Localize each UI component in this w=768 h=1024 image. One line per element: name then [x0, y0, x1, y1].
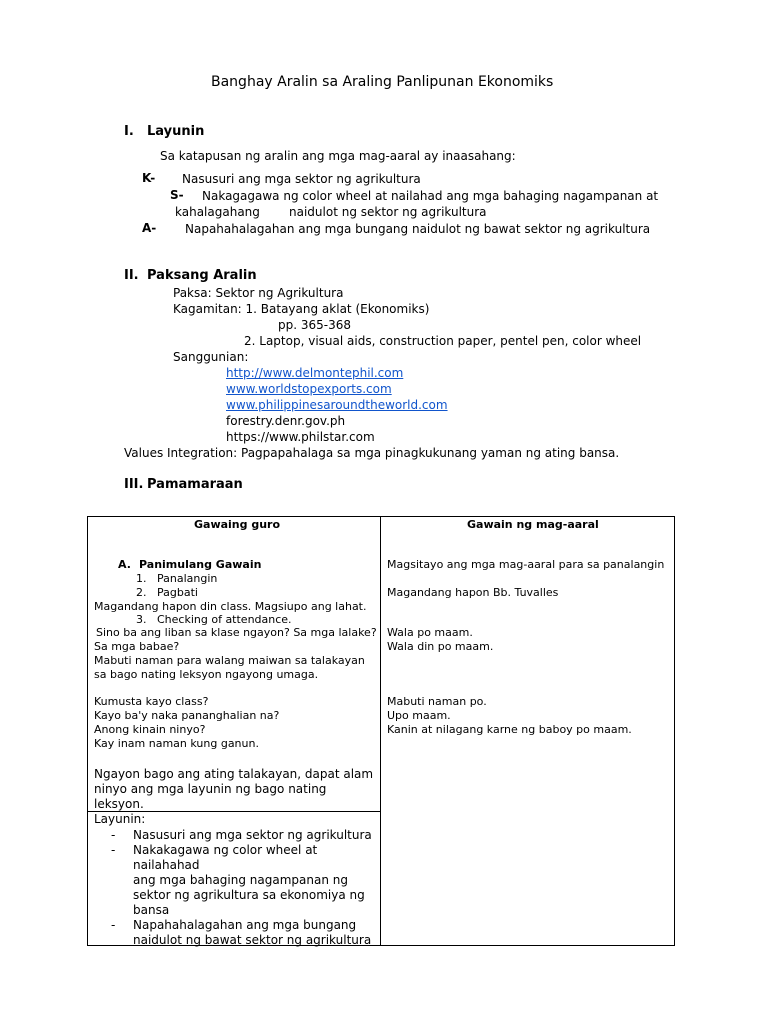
item-2-number: 2.: [136, 586, 147, 599]
bullet-dash: -: [111, 843, 116, 857]
objective-bullet-3-line2: naidulot ng bawat sektor ng agrikultura: [133, 933, 372, 947]
teacher-line: sa bago nating leksyon ngayong umaga.: [94, 668, 319, 681]
reference-philstar: https://www.philstar.com: [226, 430, 375, 444]
teacher-line: Mabuti naman para walang maiwan sa talakayan: [94, 654, 365, 667]
objective-bullet-2-line4: sektor ng agrikultura sa ekonomiya ng: [133, 888, 365, 902]
reference-link-delmonte[interactable]: http://www.delmontephil.com: [226, 366, 404, 380]
section-3-heading: Pamamaraan: [147, 477, 243, 492]
student-response: Kanin at nilagang karne ng baboy po maam.: [387, 723, 632, 736]
col-header-student: Gawain ng mag-aaral: [467, 518, 599, 531]
objective-bullet-1: Nasusuri ang mga sektor ng agrikultura: [133, 828, 372, 842]
item-1-text: Panalangin: [157, 572, 218, 585]
teacher-line: Kayo ba'y naka pananghalian na?: [94, 709, 280, 722]
a-label: A-: [142, 221, 157, 235]
s-objective-line2a: kahalagahang: [175, 205, 260, 219]
bullet-dash: -: [111, 918, 116, 932]
teacher-line: Anong kinain ninyo?: [94, 723, 206, 736]
k-objective: Nasusuri ang mga sektor ng agrikultura: [182, 172, 421, 186]
teacher-line: Kay inam naman kung ganun.: [94, 737, 259, 750]
objective-bullet-3-line1: Napahahalagahan ang mga bungang: [133, 918, 357, 932]
objective-bullet-2-line1: Nakakagawa ng color wheel at: [133, 843, 318, 857]
item-3-text: Checking of attendance.: [157, 613, 292, 626]
k-label: K-: [142, 171, 156, 185]
objective-bullet-2-line5: bansa: [133, 903, 170, 917]
reference-link-worldstopexports[interactable]: www.worldstopexports.com: [226, 382, 392, 396]
kagamitan-1: Kagamitan: 1. Batayang aklat (Ekonomiks): [173, 302, 430, 316]
section-2-number: II.: [124, 268, 139, 283]
student-response: Wala din po maam.: [387, 640, 494, 653]
values-integration: Values Integration: Pagpapahalaga sa mga pinagkukunang yaman ng ating bansa.: [124, 446, 620, 460]
table-column-divider: [380, 516, 381, 946]
objective-bullet-2-line2: nailahahad: [133, 858, 200, 872]
reference-forestry: forestry.denr.gov.ph: [226, 414, 346, 428]
col-header-teacher: Gawaing guro: [194, 518, 281, 531]
teacher-line: Ngayon bago ang ating talakayan, dapat alam: [94, 767, 374, 781]
student-response: Magsitayo ang mga mag-aaral para sa panalangin: [387, 558, 665, 571]
section-2-heading: Paksang Aralin: [147, 268, 257, 283]
kagamitan-2: 2. Laptop, visual aids, construction paper, pentel pen, color wheel: [244, 334, 642, 348]
s-objective-line1: Nakagagawa ng color wheel at nailahad ang mga bahaging nagampanan at: [202, 189, 659, 203]
teacher-line: leksyon.: [94, 797, 144, 811]
student-response: Wala po maam.: [387, 626, 473, 639]
item-2-text: Pagbati: [157, 586, 198, 599]
page-title: Banghay Aralin sa Araling Panlipunan Ekonomiks: [211, 74, 554, 90]
part-a-heading: Panimulang Gawain: [139, 558, 262, 571]
objective-bullet-2-line3: ang mga bahaging nagampanan ng: [133, 873, 348, 887]
s-objective-line2b: naidulot ng sektor ng agrikultura: [289, 205, 487, 219]
sanggunian-label: Sanggunian:: [173, 350, 249, 364]
student-response: Upo maam.: [387, 709, 451, 722]
objectives-intro: Sa katapusan ng aralin ang mga mag-aaral ay inaasahang:: [160, 149, 516, 163]
item-3-number: 3.: [136, 613, 147, 626]
teacher-line: Sa mga babae?: [94, 640, 180, 653]
teacher-line: ninyo ang mga layunin ng bago nating: [94, 782, 327, 796]
part-a-label: A.: [118, 558, 131, 571]
s-label: S-: [170, 188, 184, 202]
item-1-number: 1.: [136, 572, 147, 585]
teacher-line: Magandang hapon din class. Magsiupo ang lahat.: [94, 600, 367, 613]
layunin-label: Layunin:: [94, 812, 146, 826]
section-1-heading: Layunin: [147, 124, 205, 139]
section-1-number: I.: [124, 124, 134, 139]
student-response: Magandang hapon Bb. Tuvalles: [387, 586, 559, 599]
teacher-line: Sino ba ang liban sa klase ngayon? Sa mga lalake?: [96, 626, 377, 639]
kagamitan-pages: pp. 365-368: [278, 318, 352, 332]
teacher-line: Kumusta kayo class?: [94, 695, 209, 708]
reference-link-philippinesaroundtheworld[interactable]: www.philippinesaroundtheworld.com: [226, 398, 448, 412]
student-response: Mabuti naman po.: [387, 695, 487, 708]
a-objective: Napahahalagahan ang mga bungang naidulot ng bawat sektor ng agrikultura: [185, 222, 651, 236]
section-3-number: III.: [124, 477, 144, 492]
paksa: Paksa: Sektor ng Agrikultura: [173, 286, 344, 300]
bullet-dash: -: [111, 828, 116, 842]
